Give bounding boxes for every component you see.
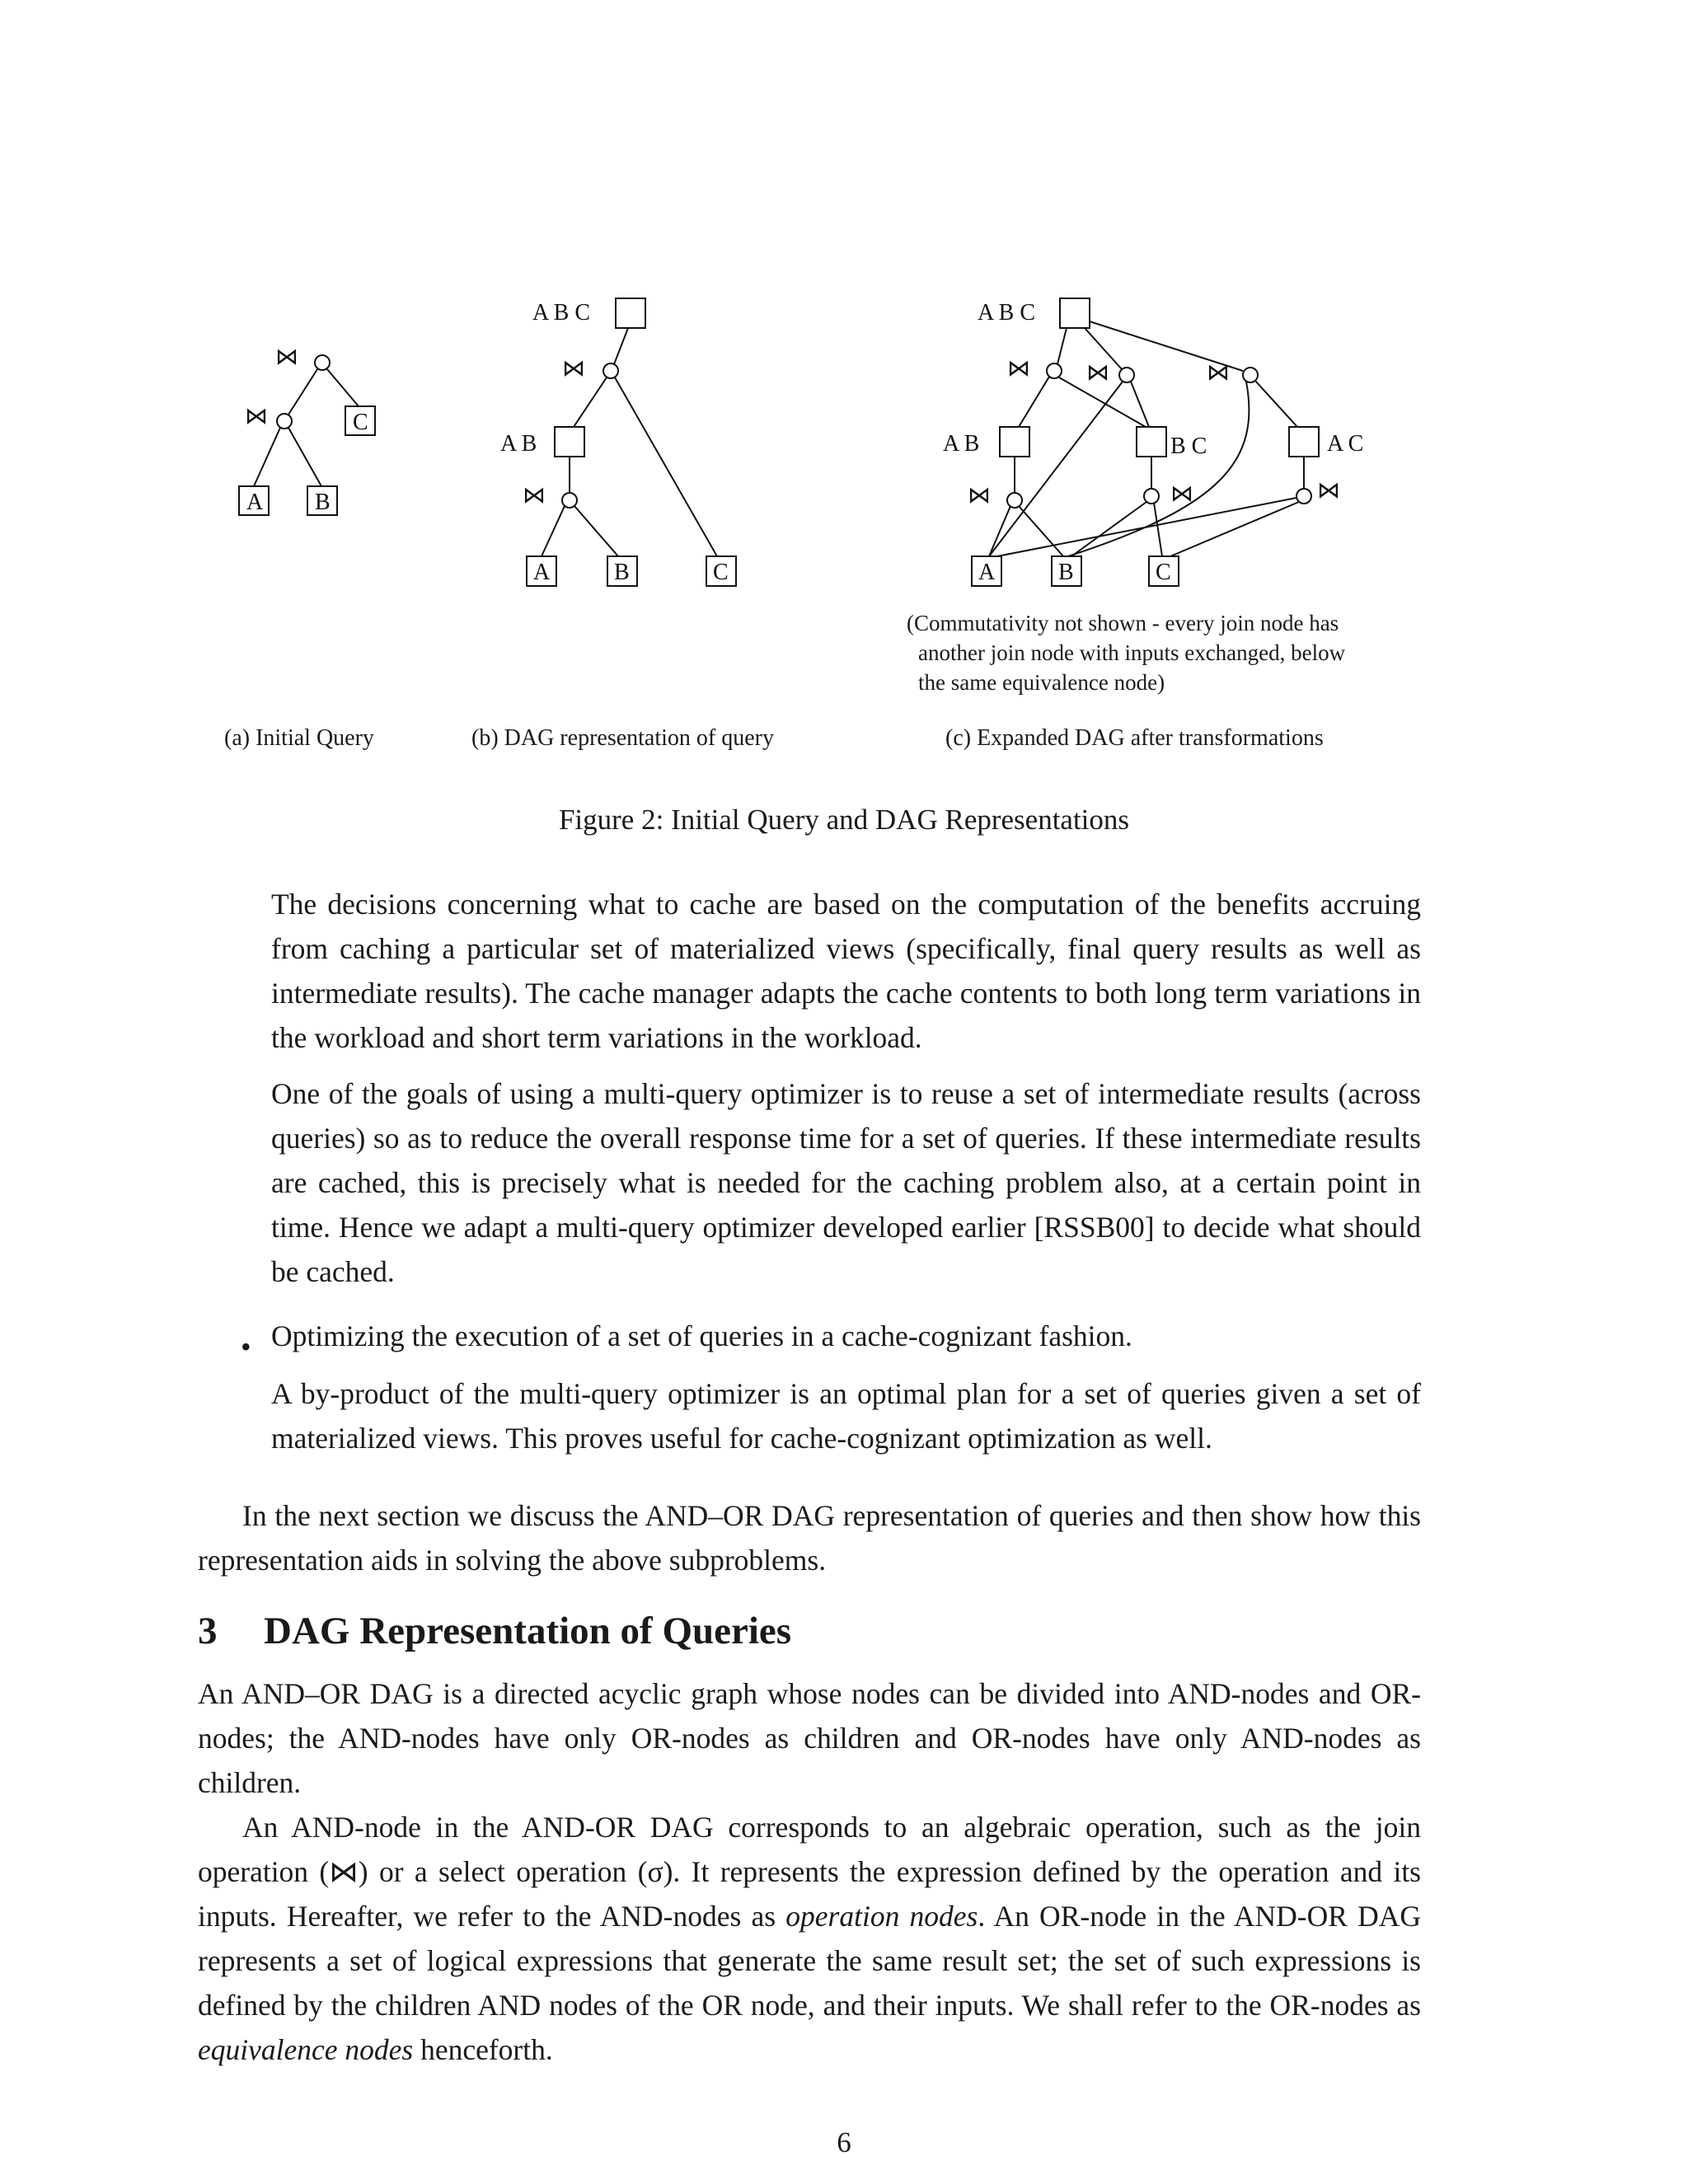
paragraph-and-node — [198, 1805, 1421, 2072]
section-title: DAG Representation of Queries — [264, 1610, 792, 1652]
b-join-top — [603, 363, 618, 378]
a-join-top — [315, 355, 330, 370]
and-node-text-b: . An OR-node in the AND-OR DAG represents a set of logical expressions that generate the same result set; the set of such expressions is defined by the children AND nodes of the OR node, and their inputs. We shall refer to the OR-nodes as — [198, 1900, 1421, 2022]
c-label-a: A — [978, 560, 996, 585]
c-join-symbol-2: ⋈ — [1086, 360, 1109, 386]
c-join-symbol-ab: ⋈ — [968, 483, 991, 509]
c-label-abc: A B C — [978, 300, 1036, 326]
c-node-abc — [1060, 298, 1090, 328]
paragraph-cache-decisions: The decisions concerning what to cache are based on the computation of the benefits accruing from caching a particular set of materialized views (specifically, final query results as well as intermediate results). The cache manager adapts the cache contents to both long term variations in the workload and short term variations in the workload. — [271, 888, 1421, 1054]
c-label-bc: B C — [1170, 434, 1207, 459]
page-number: 6 — [837, 2126, 851, 2158]
b-label-abc: A B C — [532, 300, 591, 326]
figure-note — [907, 608, 1345, 697]
section-heading — [198, 1609, 791, 1653]
c-join-1 — [1047, 363, 1062, 378]
c-join-2 — [1119, 368, 1134, 382]
b-label-ab: A B — [500, 431, 537, 457]
c-label-c: C — [1156, 560, 1171, 585]
c-label-b: B — [1058, 560, 1074, 585]
caption-a: (a) Initial Query — [224, 725, 374, 751]
c-join-symbol-3: ⋈ — [1207, 360, 1230, 386]
b-label-a: A — [533, 560, 551, 585]
a-join-symbol-top: ⋈ — [275, 344, 298, 370]
figure-note-line-1: (Commutativity not shown - every join node has — [907, 611, 1339, 635]
paragraph-byproduct: A by-product of the multi-query optimizer is an optimal plan for a set of queries given a set of materialized views. This proves useful for cache-cognizant optimization as well. — [271, 1377, 1421, 1455]
c-join-symbol-bc: ⋈ — [1170, 481, 1193, 507]
b-label-b: B — [614, 560, 630, 585]
c-join-3 — [1243, 368, 1258, 382]
b-label-c: C — [713, 560, 729, 585]
c-label-ac: A C — [1327, 431, 1364, 457]
paragraph-and-or-dag: An AND–OR DAG is a directed acyclic graph whose nodes can be divided into AND-nodes and OR-nodes; the AND-nodes have only OR-nodes as children and OR-nodes have only AND-nodes as children. — [198, 1677, 1421, 1799]
term-operation-nodes: operation nodes — [785, 1900, 978, 1933]
paragraph-multi-query: One of the goals of using a multi-query optimizer is to reuse a set of intermediate results (across queries) so as to reduce the overall response time for a set of queries. If these intermediate results are cached, this is precisely what is needed for the caching problem also, at a certain point in time. Hence we adapt a multi-query optimizer developed earlier [RSSB00] to decide what should be cached. — [271, 1077, 1421, 1288]
b-join-mid — [562, 493, 577, 508]
bullet-marker: • — [241, 1330, 251, 1363]
bullet-item-text: Optimizing the execution of a set of queries in a cache-cognizant fashion. — [271, 1319, 1132, 1352]
a-join-mid — [277, 414, 292, 429]
b-node-abc — [616, 298, 645, 328]
dag-figure — [0, 0, 1688, 791]
a-label-a: A — [246, 490, 264, 515]
c-join-symbol-1: ⋈ — [1007, 356, 1030, 382]
figure-note-line-3: the same equivalence node) — [918, 670, 1165, 695]
and-node-text-c: henceforth. — [413, 2033, 553, 2066]
c-node-bc — [1137, 427, 1166, 457]
caption-c: (c) Expanded DAG after transformations — [945, 725, 1324, 751]
and-node-text-a: An AND-node in the AND-OR DAG corresponds to an algebraic operation, such as the join operation (⋈) or a select operation (σ). It represents the expression defined by the operation and its inputs. Hereafter, we refer to the AND-nodes as — [198, 1811, 1421, 1933]
a-label-b: B — [315, 490, 331, 515]
figure-note-line-2: another join node with inputs exchanged, below — [918, 640, 1346, 665]
b-join-symbol-top: ⋈ — [562, 356, 585, 382]
caption-b: (b) DAG representation of query — [471, 725, 774, 751]
c-node-ac — [1289, 427, 1319, 457]
figure-title: Figure 2: Initial Query and DAG Representations — [558, 804, 1130, 836]
c-join-ab — [1007, 493, 1022, 508]
b-node-ab — [555, 427, 584, 457]
section-number: 3 — [198, 1610, 218, 1652]
a-join-symbol-mid: ⋈ — [245, 404, 268, 429]
c-label-ab: A B — [943, 431, 980, 457]
term-equivalence-nodes: equivalence nodes — [198, 2033, 414, 2066]
b-join-symbol-mid: ⋈ — [523, 483, 546, 509]
a-label-c: C — [353, 410, 368, 435]
c-join-bc — [1144, 489, 1159, 504]
c-join-symbol-ac: ⋈ — [1317, 478, 1340, 504]
c-node-ab — [1000, 427, 1029, 457]
paragraph-next-section: In the next section we discuss the AND–OR DAG representation of queries and then show how this representation aids in solving the above subproblems. — [198, 1499, 1421, 1577]
